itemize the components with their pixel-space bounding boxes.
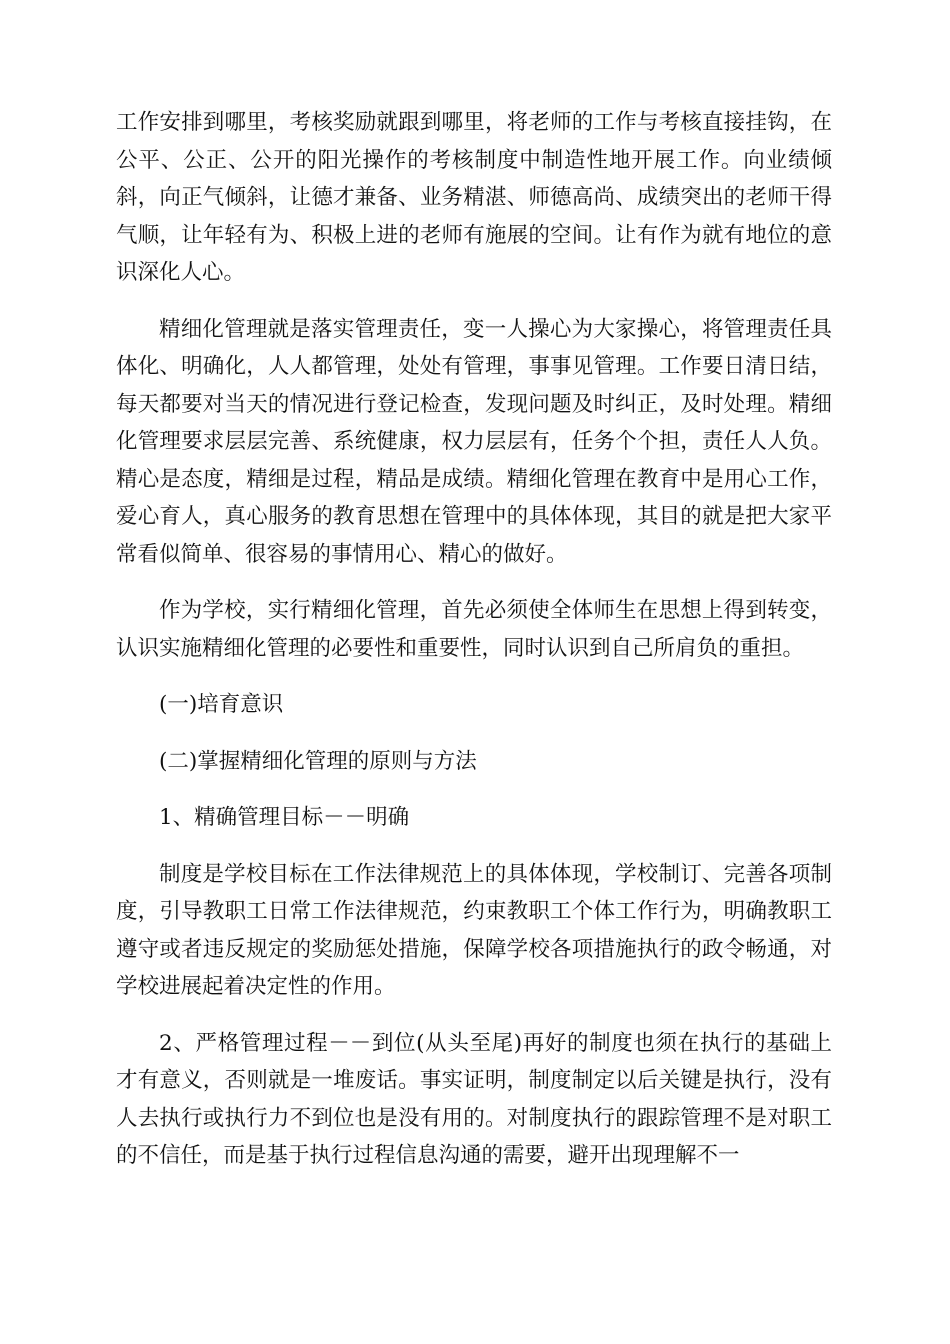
heading-precise-goals: 1、精确管理目标－－明确 bbox=[159, 805, 410, 830]
paragraph-strict-process: 2、严格管理过程－－到位(从头至尾)再好的制度也须在执行的基础上才有意义，否则就是一堆废话。事实证明，制度制定以后关键是执行，没有人去执行或执行力不到位也是没有用的。对制度执行的跟踪管理不是对职工的不信任，而是基于执行过程信息沟通的需要，避开出现理解不一 bbox=[116, 1030, 832, 1168]
paragraph-refined-management-definition: 精细化管理就是落实管理责任，变一人操心为大家操心，将管理责任具体化、明确化，人人都管理，处处有管理，事事见管理。工作要日清日结，每天都要对当天的情况进行登记检查，发现问题及时纠正，及时处理。精细化管理要求层层完善、系统健康，权力层层有，任务个个担，责任人人负。精心是态度，精细是过程，精品是成绩。精细化管理在教育中是用心工作，爱心育人，真心服务的教育思想在管理中的具体体现，其目的就是把大家平常看似简单、很容易的事情用心、精心的做好。 bbox=[116, 316, 832, 567]
heading-principles-and-methods: (二)掌握精细化管理的原则与方法 bbox=[159, 748, 477, 774]
document-page bbox=[116, 104, 832, 1194]
paragraph-system-rules: 制度是学校目标在工作法律规范上的具体体现，学校制订、完善各项制度，引导教职工日常工作法律规范，约束教职工个体工作行为，明确教职工遵守或者违反规定的奖励惩处措施，保障学校各项措施执行的政令畅通，对学校进展起着决定性的作用。 bbox=[116, 861, 832, 999]
paragraph-assessment-incentives: 工作安排到哪里，考核奖励就跟到哪里，将老师的工作与考核直接挂钩，在公平、公正、公开的阳光操作的考核制度中制造性地开展工作。向业绩倾斜，向正气倾斜，让德才兼备、业务精湛、师德高尚、成绩突出的老师干得气顺，让年轻有为、积极上进的老师有施展的空间。让有作为就有地位的意识深化人心。 bbox=[116, 110, 832, 285]
heading-cultivate-awareness: (一)培育意识 bbox=[159, 692, 284, 717]
paragraph-school-implementation: 作为学校，实行精细化管理，首先必须使全体师生在思想上得到转变，认识实施精细化管理的必要性和重要性，同时认识到自己所肩负的重担。 bbox=[116, 598, 832, 661]
